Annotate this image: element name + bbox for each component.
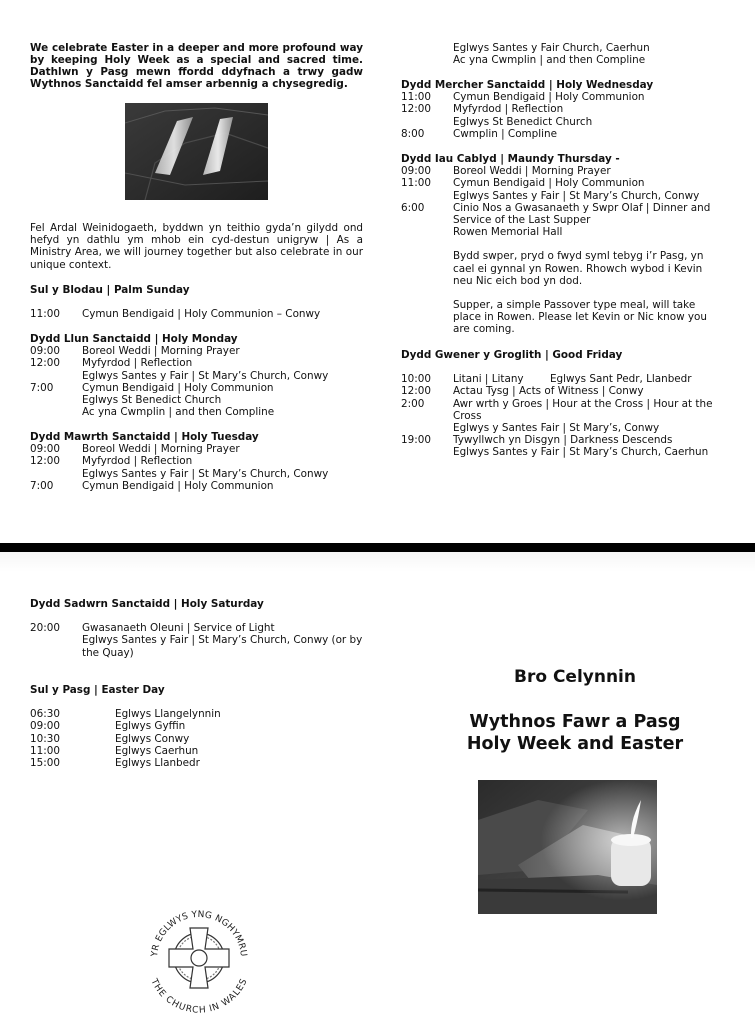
service-location: Eglwys Santes y Fair | St Mary’s Church, Conwy xyxy=(82,369,329,382)
schedule-row xyxy=(401,128,741,140)
service-location: Eglwys Llangelynnin xyxy=(115,708,221,721)
service-time: 15:00 xyxy=(30,757,60,770)
service-description: Cinio Nos a Gwasanaeth y Swpr Olaf | Dinner and Service of the Last Supper xyxy=(453,201,711,227)
service-time: 11:00 xyxy=(30,744,60,757)
palm-sunday-heading: Sul y Blodau | Palm Sunday xyxy=(30,284,190,296)
service-location: Eglwys Llanbedr xyxy=(115,757,200,770)
palm-sunday-section xyxy=(30,284,370,320)
service-location: Eglwys Santes y Fair | St Mary’s Church, Conwy xyxy=(453,189,700,202)
candle-bible-image xyxy=(478,780,657,914)
schedule-row xyxy=(30,745,375,757)
service-description: Boreol Weddi | Morning Prayer xyxy=(453,165,611,178)
holy-monday-section xyxy=(30,333,375,418)
logo-top-text: YR EGLWYS YNG NGHYMRU xyxy=(150,909,249,958)
service-time: 12:00 xyxy=(30,455,60,468)
service-description: Awr wrth y Groes | Hour at the Cross | Hour at the Cross xyxy=(453,397,713,422)
service-time: 8:00 xyxy=(401,127,425,140)
service-location: Eglwys Gyffin xyxy=(115,720,186,733)
service-time: 10:30 xyxy=(30,732,60,745)
ministry-paragraph: Fel Ardal Weinidogaeth, byddwn yn teithio gyda’n gilydd ond hefyd yn dathlu ym mhob ein cyd-destun unigryw | As a Ministry Area, we will journey together but also celebrate in our unique context. xyxy=(30,222,363,271)
service-description: Myfyrdod | Reflection xyxy=(82,455,193,468)
service-location xyxy=(30,634,375,658)
schedule-row xyxy=(401,398,721,422)
service-location: Eglwys Santes y Fair | St Mary’s Church, Conwy xyxy=(82,467,329,480)
service-location: Eglwys y Santes Fair | St Mary’s, Conwy xyxy=(453,422,660,435)
service-description: Gwasanaeth Oleuni | Service of Light xyxy=(82,622,275,635)
light-on-stone-image xyxy=(125,103,268,200)
service-description: Cymun Bendigaid | Holy Communion xyxy=(82,381,274,394)
supper-note-english-text: Supper, a simple Passover type meal, will take place in Rowen. Please let Kevin or Nic know you are coming. xyxy=(453,299,707,336)
service-time: 09:00 xyxy=(401,165,431,178)
service-time: 2:00 xyxy=(401,397,425,410)
schedule-row xyxy=(30,455,375,467)
holy-tuesday-heading: Dydd Mawrth Sanctaidd | Holy Tuesday xyxy=(30,431,259,443)
holy-tuesday-section xyxy=(30,431,375,492)
intro-paragraph: We celebrate Easter in a deeper and more profound way by keeping Holy Week as a special and sacred time. Dathlwn y Pasg mewn ffordd ddyfnach a trwy gadw Wythnos Sanctaidd fel amser arbennig a chysegredig. xyxy=(30,42,363,90)
schedule-row xyxy=(30,308,370,320)
service-location: Eglwys St Benedict Church xyxy=(82,394,222,407)
schedule-row xyxy=(401,385,721,397)
maundy-thursday-section xyxy=(401,153,721,336)
schedule-row xyxy=(30,733,375,745)
service-location: Eglwys St Benedict Church xyxy=(453,115,593,128)
service-time: 06:30 xyxy=(30,708,60,721)
easter-day-heading: Sul y Pasg | Easter Day xyxy=(30,684,165,696)
holy-wednesday-heading: Dydd Mercher Sanctaidd | Holy Wednesday xyxy=(401,79,654,91)
schedule-row xyxy=(30,708,375,720)
service-description: Tywyllwch yn Disgyn | Darkness Descends xyxy=(453,434,673,447)
page-divider xyxy=(0,543,755,552)
service-time: 11:00 xyxy=(401,91,431,104)
schedule-row xyxy=(30,357,375,369)
service-description: Cymun Bendigaid | Holy Communion xyxy=(453,91,645,104)
area-title: Bro Celynnin xyxy=(514,667,636,687)
service-time: 12:00 xyxy=(30,357,60,370)
cover-title-welsh: Wythnos Fawr a Pasg xyxy=(469,712,681,732)
schedule-row xyxy=(401,165,721,177)
schedule-row xyxy=(30,757,375,769)
supper-note-english xyxy=(401,299,721,336)
maundy-thursday-heading: Dydd Iau Cablyd | Maundy Thursday - xyxy=(401,153,620,165)
service-location: Rowen Memorial Hall xyxy=(453,226,563,239)
service-location-text: Eglwys Santes y Fair | St Mary’s Church, Conwy (or by the Quay) xyxy=(82,634,363,659)
service-note: Ac yna Cwmplin | and then Compline xyxy=(453,54,646,67)
service-description: Cymun Bendigaid | Holy Communion – Conwy xyxy=(82,308,321,321)
schedule-row xyxy=(30,345,375,357)
service-time: 6:00 xyxy=(401,201,425,214)
service-time: 09:00 xyxy=(30,720,60,733)
easter-day-section xyxy=(30,684,375,769)
service-location: Eglwys Santes y Fair | St Mary’s Church, Caerhun xyxy=(453,446,709,459)
schedule-row xyxy=(30,622,375,634)
church-in-wales-logo xyxy=(143,903,255,1013)
page-shadow xyxy=(0,552,755,572)
supper-note-welsh xyxy=(401,250,721,287)
service-description: Litani | Litany Eglwys Sant Pedr, Llanbedr xyxy=(453,373,692,386)
service-description: Actau Tysg | Acts of Witness | Conwy xyxy=(453,385,644,398)
schedule-row xyxy=(30,443,375,455)
service-time: 19:00 xyxy=(401,434,431,447)
schedule-row xyxy=(401,202,721,226)
schedule-row xyxy=(30,480,375,492)
schedule-row xyxy=(401,373,721,385)
service-time: 09:00 xyxy=(30,345,60,358)
logo-bottom-text: THE CHURCH IN WALES xyxy=(148,977,250,1013)
service-description: Cymun Bendigaid | Holy Communion xyxy=(453,177,645,190)
good-friday-section xyxy=(401,349,721,459)
schedule-row xyxy=(401,177,721,189)
service-time: 12:00 xyxy=(401,385,431,398)
holy-monday-heading: Dydd Llun Sanctaidd | Holy Monday xyxy=(30,333,238,345)
holy-wednesday-section xyxy=(401,79,741,140)
service-description: Myfyrdod | Reflection xyxy=(82,357,193,370)
cover-title-english: Holy Week and Easter xyxy=(466,734,684,754)
service-location: Eglwys Caerhun xyxy=(115,744,199,757)
schedule-row xyxy=(401,434,721,446)
service-description: Cwmplin | Compline xyxy=(453,127,558,140)
service-description: Boreol Weddi | Morning Prayer xyxy=(82,345,240,358)
schedule-row xyxy=(401,91,741,103)
schedule-row xyxy=(401,103,741,115)
service-note: Ac yna Cwmplin | and then Compline xyxy=(82,406,275,419)
celtic-cross-icon xyxy=(143,903,255,1013)
schedule-row xyxy=(30,720,375,732)
service-description: Cymun Bendigaid | Holy Communion xyxy=(82,479,274,492)
good-friday-heading: Dydd Gwener y Groglith | Good Friday xyxy=(401,349,623,361)
service-time: 7:00 xyxy=(30,479,54,492)
service-time: 11:00 xyxy=(30,308,60,321)
holy-tuesday-continued xyxy=(401,42,741,66)
holy-saturday-heading: Dydd Sadwrn Sanctaidd | Holy Saturday xyxy=(30,598,264,610)
candle-and-bible-photo xyxy=(478,780,657,914)
light-on-stone-photo xyxy=(125,103,268,200)
service-time: 12:00 xyxy=(401,103,431,116)
holy-saturday-section xyxy=(30,598,375,659)
service-time: 10:00 xyxy=(401,373,431,386)
service-location: Eglwys Conwy xyxy=(115,732,190,745)
schedule-row xyxy=(30,382,375,394)
service-time: 09:00 xyxy=(30,443,60,456)
supper-note-welsh-text: Bydd swper, pryd o fwyd syml tebyg i’r Pasg, yn cael ei gynnal yn Rowen. Rhowch wybod i Kevin neu Nic eich bod yn dod. xyxy=(453,250,704,287)
service-time: 20:00 xyxy=(30,622,60,635)
service-location: Eglwys Santes y Fair Church, Caerhun xyxy=(453,42,650,54)
service-time: 11:00 xyxy=(401,177,431,190)
service-description: Boreol Weddi | Morning Prayer xyxy=(82,443,240,456)
service-description: Myfyrdod | Reflection xyxy=(453,103,564,116)
service-time: 7:00 xyxy=(30,381,54,394)
